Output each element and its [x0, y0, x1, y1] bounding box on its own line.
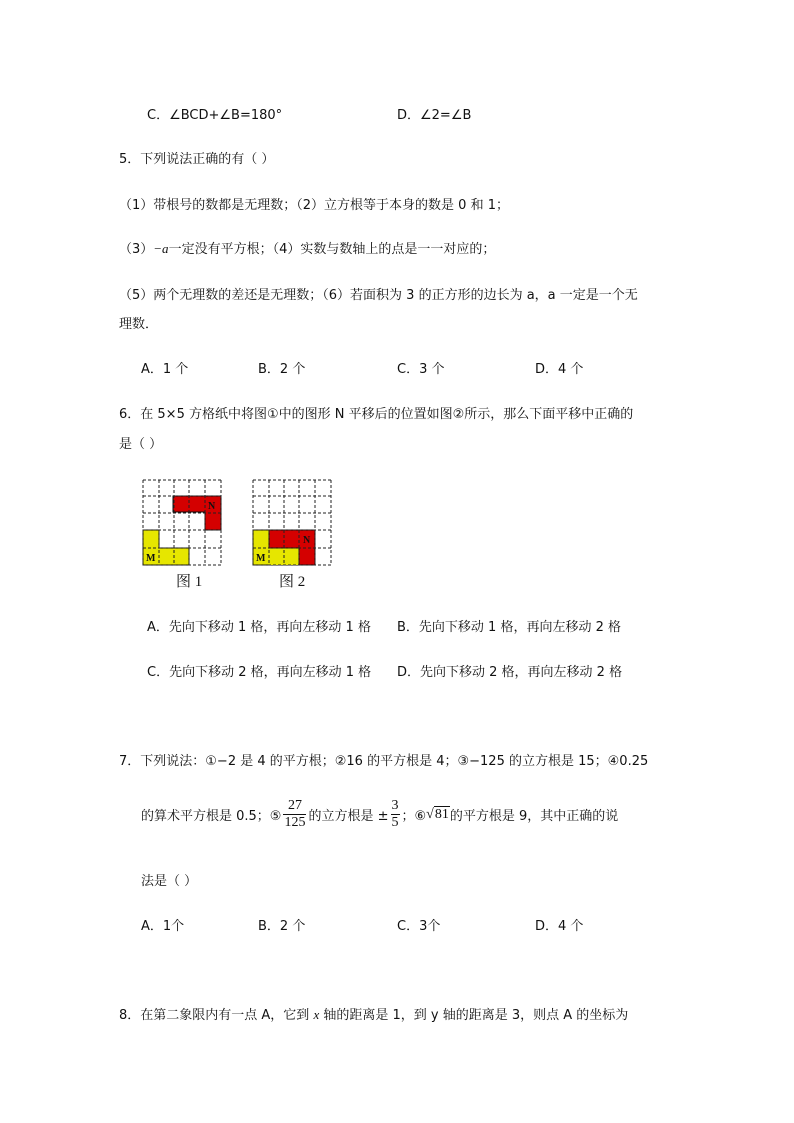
q7-sqrt-symbol: √ [426, 806, 434, 822]
q5-statement-3-4 [119, 238, 495, 257]
q6-option-b: B．先向下移动 1 格，再向左移动 2 格 [397, 620, 621, 635]
fig1-label-n: N [208, 501, 216, 512]
q7-option-d: D．4 个 [535, 919, 584, 934]
q7-frac1-numerator: 27 [283, 798, 306, 815]
q7-line1: 7．下列说法：①−2 是 4 的平方根；②16 的平方根是 4；③−125 的立方根是 15；④0.25 [119, 754, 649, 769]
q7-sqrt-81 [426, 807, 450, 823]
q5-option-a: A．1 个 [141, 362, 189, 377]
q4-option-d: D．∠2=∠B [397, 108, 472, 123]
q5-statement-1-2: （1）带根号的数都是无理数；（2）立方根等于本身的数是 0 和 1； [119, 198, 509, 213]
q6-figure-1-caption: 图 1 [176, 574, 203, 590]
q5-statement-6-cont: 理数． [119, 317, 159, 332]
q5-stem: 5．下列说法正确的有（ ） [119, 152, 275, 167]
fig2-label-n: N [303, 535, 311, 546]
q5-option-c: C．3 个 [397, 362, 445, 377]
q7-line2-d: 的平方根是 9，其中正确的说 [449, 809, 619, 824]
q7-line2 [141, 798, 618, 831]
q6-option-c: C．先向下移动 2 格，再向左移动 1 格 [147, 665, 372, 680]
fig1-label-m: M [146, 553, 156, 564]
q5-statement-5-6: （5）两个无理数的差还是无理数；（6）若面积为 3 的正方形的边长为 a，a 一定是一个无 [119, 288, 638, 303]
q6-stem-line1: 6．在 5×5 方格纸中将图①中的图形 N 平移后的位置如图②所示，那么下面平移中正确的 [119, 407, 634, 422]
q5-s3-prefix: （3） [119, 242, 154, 257]
q7-option-c: C．3个 [397, 919, 441, 934]
q5-neg-a: −a [153, 241, 169, 256]
q7-line2-a: 的算术平方根是 0.5；⑤ [141, 809, 282, 824]
q7-option-b: B．2 个 [258, 919, 306, 934]
q7-frac2-denominator: 5 [391, 815, 399, 830]
q7-fraction-27-125 [283, 798, 306, 831]
fig2-label-m: M [256, 553, 266, 564]
q6-stem-line2: 是（ ） [119, 437, 163, 452]
q5-option-d: D．4 个 [535, 362, 584, 377]
q6-figure-2 [251, 478, 335, 568]
q7-line3: 法是（ ） [141, 874, 198, 889]
q6-option-d: D．先向下移动 2 格，再向左移动 2 格 [397, 665, 623, 680]
q8-line1-a: 8．在第二象限内有一点 A，它到 [119, 1008, 314, 1023]
q6-figure-1 [141, 478, 225, 568]
q6-figure-2-caption: 图 2 [279, 574, 306, 590]
q6-option-a: A．先向下移动 1 格，再向左移动 1 格 [147, 620, 371, 635]
q5-s3-suffix: 一定没有平方根；（4）实数与数轴上的点是一一对应的； [168, 242, 496, 257]
q7-sqrt-radicand: 81 [434, 806, 449, 822]
q5-option-b: B．2 个 [258, 362, 306, 377]
q7-line2-b: 的立方根是 ± [308, 809, 389, 824]
q7-frac2-numerator: 3 [391, 798, 399, 813]
q8-line1-b: 轴的距离是 1，到 y 轴的距离是 3，则点 A 的坐标为 [319, 1008, 629, 1023]
q7-frac1-denominator: 125 [284, 815, 306, 830]
q7-line2-c: ；⑥ [401, 809, 427, 824]
q7-fraction-3-5 [391, 798, 400, 831]
q4-option-c: C．∠BCD+∠B=180° [147, 108, 283, 123]
q8-x-var: x [313, 1007, 320, 1022]
q8-line1 [119, 1004, 628, 1023]
q7-option-a: A．1个 [141, 919, 185, 934]
